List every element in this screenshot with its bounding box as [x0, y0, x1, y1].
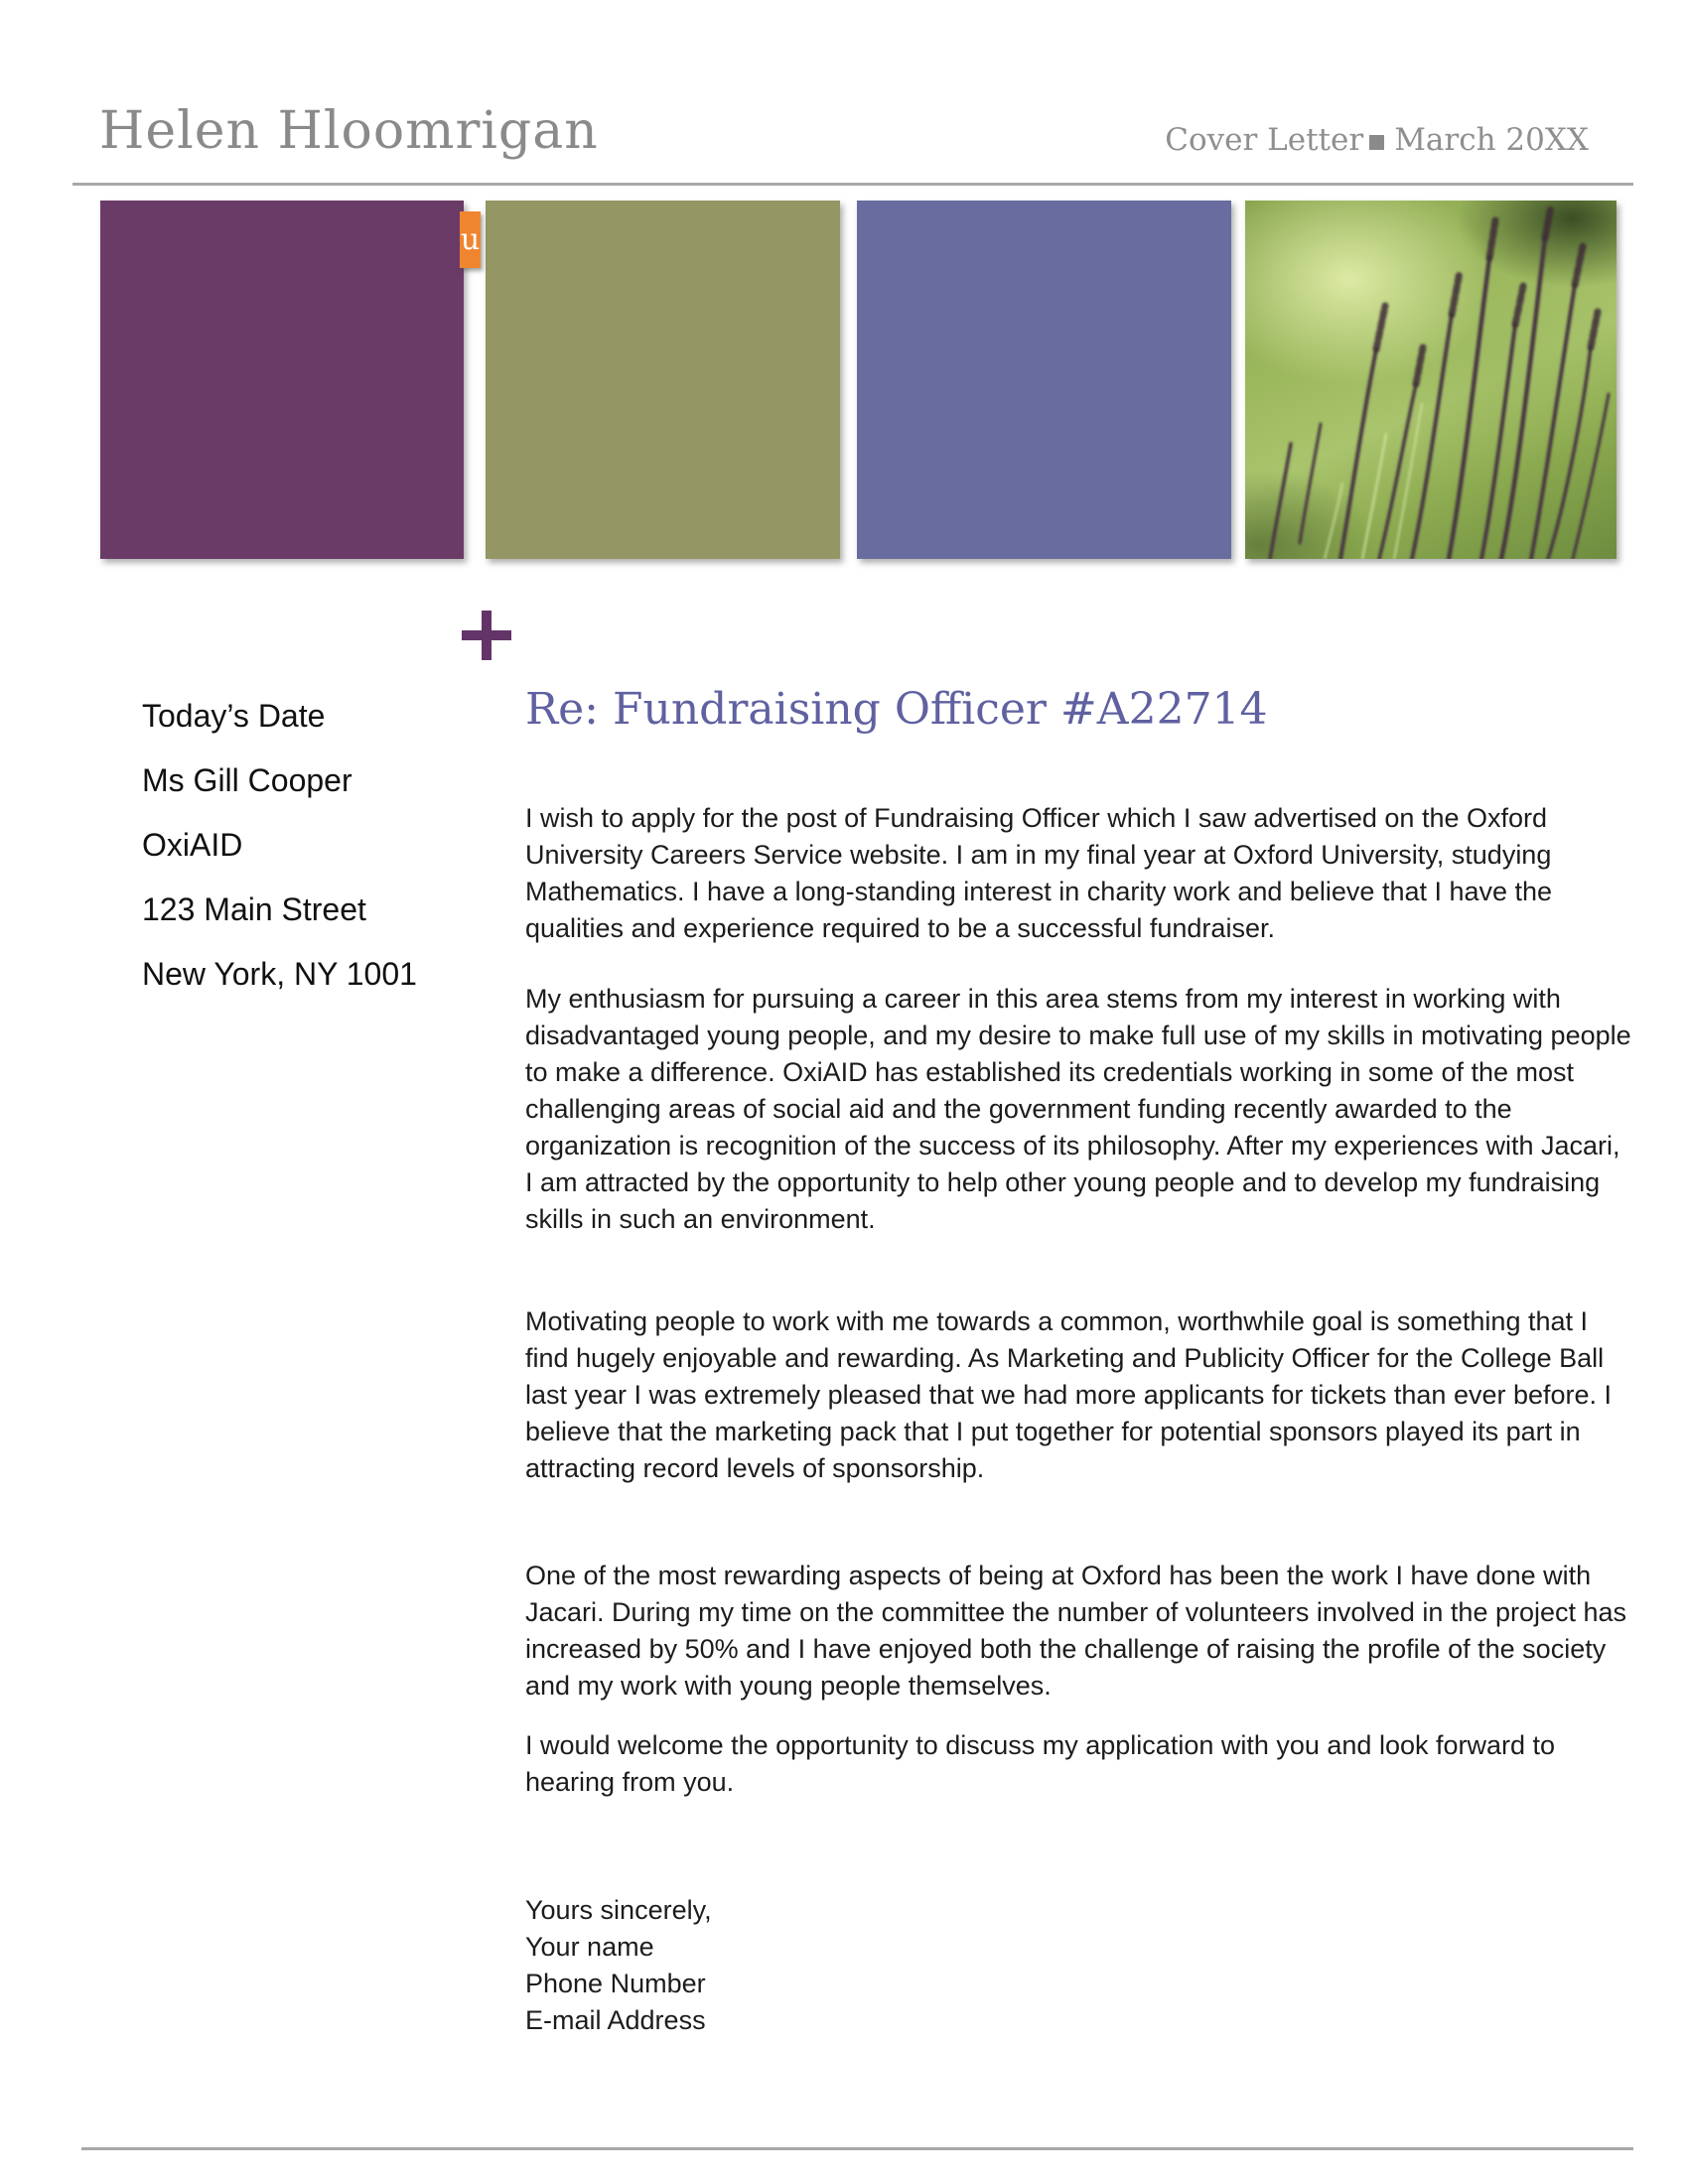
recipient-line-city: New York, NY 1001: [142, 956, 417, 992]
closing-line-phone: Phone Number: [525, 1969, 706, 1998]
header-meta: [1165, 122, 1589, 158]
plus-icon: [462, 611, 511, 660]
body-paragraph-1: I wish to apply for the post of Fundraising Officer which I saw advertised on the Oxford University Careers Service website. I am in my final year at Oxford University, studying Mathematics. I have a long-standing interest in charity work and believe that I have the qualities and experience required to be a successful fundraiser.: [525, 803, 1553, 943]
recipient-line-name: Ms Gill Cooper: [142, 762, 352, 798]
body-paragraph-2: My enthusiasm for pursuing a career in this area stems from my interest in working with disadvantaged young people, and my desire to make full use of my skills in motivating people to make a difference. OxiAID has established its credentials working in some of the most challenging areas of social aid and the government funding recently awarded to the organization is recognition of the success of its philosophy. After my experiences with Jacari, I am attracted by the opportunity to help other young people and to develop my fundraising skills in such an environment.: [525, 984, 1631, 1234]
grass-photo: [1245, 201, 1617, 559]
recipient-line-date: Today’s Date: [142, 698, 326, 734]
closing-block: [525, 1892, 712, 2039]
color-block-purple: [100, 201, 464, 559]
color-block-olive: [486, 201, 840, 559]
closing-line-signoff: Yours sincerely,: [525, 1895, 712, 1925]
tab-letter: u: [460, 222, 481, 257]
footer-divider: [81, 2147, 1633, 2150]
body-paragraph-4: One of the most rewarding aspects of being at Oxford has been the work I have done with Jacari. During my time on the committee the number of volunteers involved in the project has increased by 50% and I have enjoyed both the challenge of raising the profile of the society and my work with young people themselves.: [525, 1561, 1627, 1701]
body-paragraph-5: I would welcome the opportunity to discuss my application with you and look forward to hearing from you.: [525, 1730, 1556, 1797]
recipient-block: [142, 696, 417, 1019]
subject-heading: Re: Fundraising Officer #A22714: [525, 684, 1268, 735]
recipient-line-street: 123 Main Street: [142, 891, 366, 927]
doc-type-label: Cover Letter: [1165, 122, 1364, 158]
header-divider: [72, 183, 1633, 186]
header-date: March 20XX: [1394, 122, 1589, 158]
body-paragraph-3: Motivating people to work with me towards a common, worthwhile goal is something that I find hugely enjoyable and rewarding. As Marketing and Publicity Officer for the College Ball last year I was extremely pleased that we had more applicants for tickets than ever before. I believe that the marketing pack that I put together for potential sponsors played its part in attracting record levels of sponsorship.: [525, 1306, 1613, 1483]
square-bullet-icon: [1369, 135, 1384, 150]
recipient-line-company: OxiAID: [142, 827, 243, 863]
bookmark-tab: [460, 211, 481, 268]
color-block-slate: [857, 201, 1231, 559]
closing-line-name: Your name: [525, 1932, 654, 1962]
closing-line-email: E-mail Address: [525, 2005, 706, 2035]
page-title: Helen Hloomrigan: [99, 101, 599, 161]
